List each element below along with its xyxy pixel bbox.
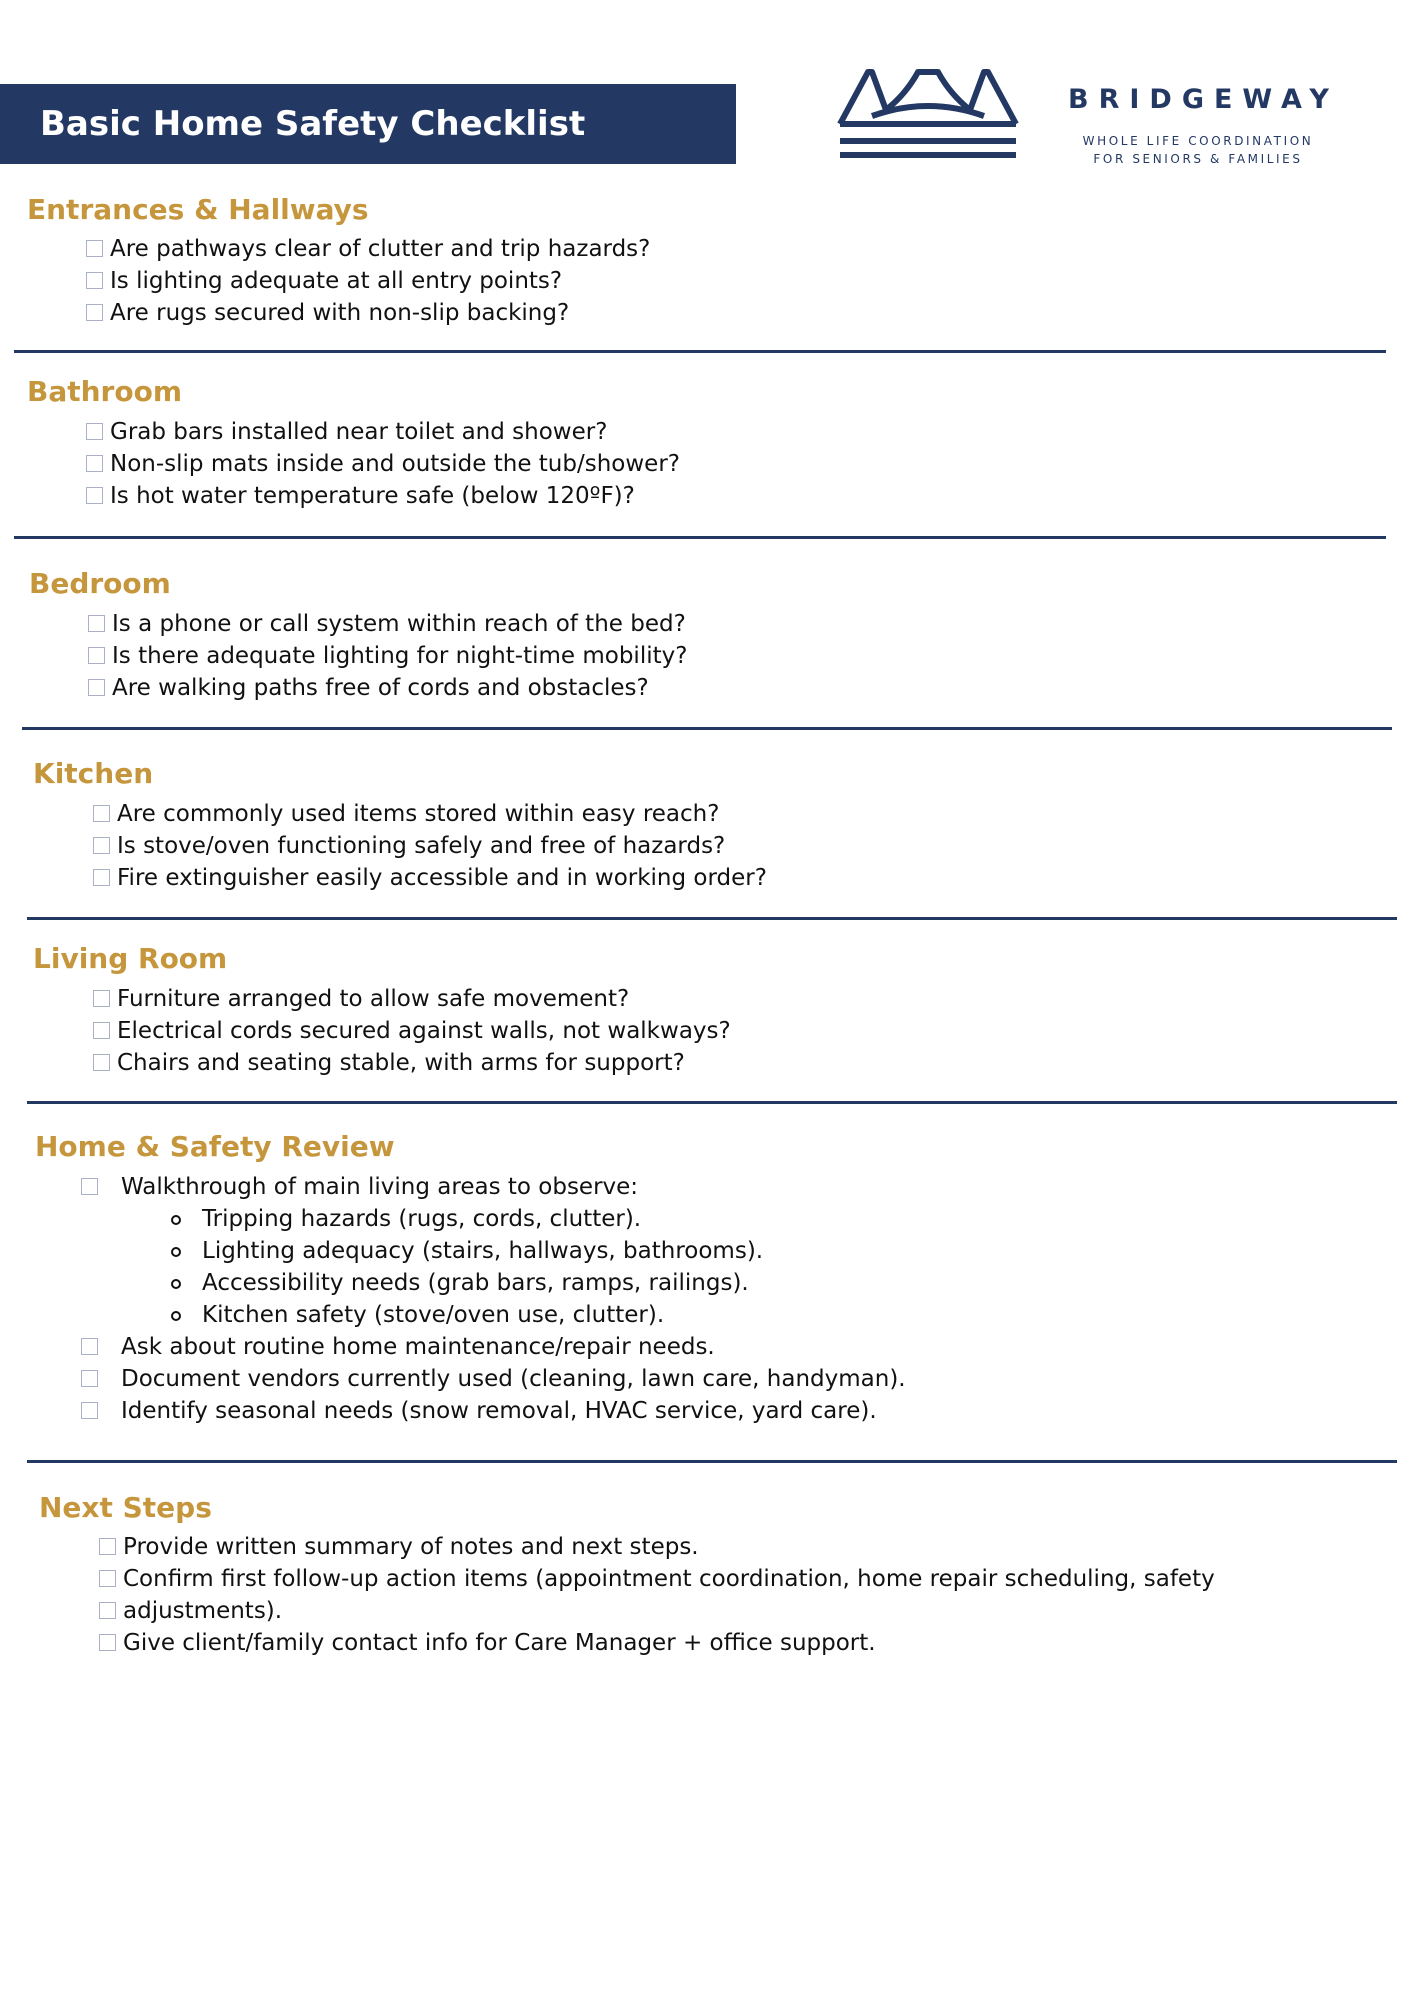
section-divider xyxy=(22,727,1392,730)
brand-name: BRIDGEWAY xyxy=(1068,84,1339,115)
brand-tagline-line2: FOR SENIORS & FAMILIES xyxy=(1093,152,1303,166)
section-heading-entrances: Entrances & Hallways xyxy=(27,193,369,226)
section-divider xyxy=(27,1101,1397,1104)
checkbox[interactable] xyxy=(88,679,105,696)
bullet-icon xyxy=(171,1215,181,1225)
section-heading-home-safety-review: Home & Safety Review xyxy=(35,1130,395,1163)
checkbox[interactable] xyxy=(81,1370,98,1387)
checkbox[interactable] xyxy=(93,837,110,854)
checkbox[interactable] xyxy=(86,304,103,321)
checkbox[interactable] xyxy=(81,1178,98,1195)
section-divider xyxy=(27,917,1397,920)
checkbox[interactable] xyxy=(86,240,103,257)
checkbox[interactable] xyxy=(86,272,103,289)
checkbox[interactable] xyxy=(99,1602,116,1619)
checkbox[interactable] xyxy=(86,423,103,440)
section-heading-living-room: Living Room xyxy=(33,942,228,975)
brand-tagline-line1: WHOLE LIFE COORDINATION xyxy=(1082,134,1314,148)
checkbox[interactable] xyxy=(99,1570,116,1587)
checkbox[interactable] xyxy=(93,990,110,1007)
bridge-logo-icon xyxy=(836,64,1020,168)
checkbox[interactable] xyxy=(81,1402,98,1419)
brand-block xyxy=(1068,84,1368,168)
section-heading-bathroom: Bathroom xyxy=(27,375,183,408)
checkbox[interactable] xyxy=(81,1338,98,1355)
checkbox[interactable] xyxy=(88,615,105,632)
checkbox[interactable] xyxy=(99,1634,116,1651)
bullet-icon xyxy=(171,1247,181,1257)
title-banner xyxy=(0,84,736,164)
page-title: Basic Home Safety Checklist xyxy=(40,104,586,144)
section-heading-kitchen: Kitchen xyxy=(33,757,154,790)
section-heading-bedroom: Bedroom xyxy=(29,567,171,600)
section-heading-next-steps: Next Steps xyxy=(39,1491,212,1524)
checkbox[interactable] xyxy=(93,869,110,886)
bullet-icon xyxy=(171,1279,181,1289)
checkbox[interactable] xyxy=(93,805,110,822)
checkbox[interactable] xyxy=(99,1538,116,1555)
checkbox[interactable] xyxy=(93,1054,110,1071)
section-divider xyxy=(27,1460,1397,1463)
checkbox[interactable] xyxy=(86,455,103,472)
checkbox[interactable] xyxy=(93,1022,110,1039)
section-divider xyxy=(14,350,1386,353)
bullet-icon xyxy=(171,1311,181,1321)
checkbox[interactable] xyxy=(86,487,103,504)
section-divider xyxy=(14,536,1386,539)
checkbox[interactable] xyxy=(88,647,105,664)
